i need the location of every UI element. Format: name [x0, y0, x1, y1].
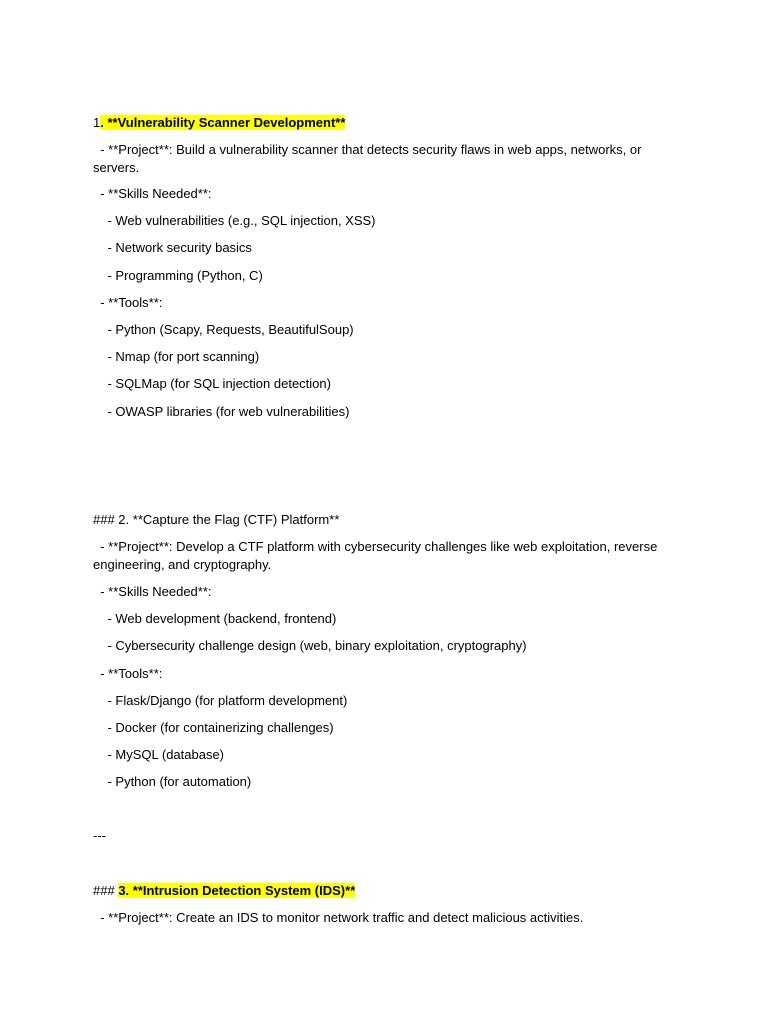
section1-skill-item: - Web vulnerabilities (e.g., SQL injection, XSS): [93, 213, 376, 228]
section1-skills-label: - **Skills Needed**:: [93, 186, 212, 201]
section2-tool-item: - Docker (for containerizing challenges): [93, 720, 334, 735]
section2-tool-item: - Python (for automation): [93, 774, 252, 789]
section2-project: - **Project**: Develop a CTF platform with cybersecurity challenges like web exploitation, reverse engineering, and cryptography.: [93, 539, 661, 572]
section2-tools-label: - **Tools**:: [93, 666, 163, 681]
section1-project: - **Project**: Build a vulnerability scanner that detects security flaws in web apps, networks, or servers.: [93, 142, 646, 175]
horizontal-rule-text: ---: [93, 828, 106, 843]
section1-tool-item: - OWASP libraries (for web vulnerabilities): [93, 404, 350, 419]
section1-heading-highlight: . **Vulnerability Scanner Development**: [100, 115, 346, 130]
section1-heading: [93, 114, 673, 132]
section3-heading: [93, 882, 673, 900]
section2-skill-item: - Web development (backend, frontend): [93, 611, 337, 626]
section2-skills-label: - **Skills Needed**:: [93, 584, 212, 599]
section2-heading: ### 2. **Capture the Flag (CTF) Platform**: [93, 512, 340, 527]
section2-skill-item: - Cybersecurity challenge design (web, binary exploitation, cryptography): [93, 638, 527, 653]
section1-tools-label: - **Tools**:: [93, 295, 163, 310]
section1-skill-item: - Network security basics: [93, 240, 252, 255]
section2-tool-item: - Flask/Django (for platform development): [93, 693, 348, 708]
section1-skill-item: - Programming (Python, C): [93, 268, 263, 283]
section1-tool-item: - SQLMap (for SQL injection detection): [93, 376, 331, 391]
section1-heading-number: 1: [93, 115, 101, 130]
section3-project: - **Project**: Create an IDS to monitor network traffic and detect malicious activities.: [93, 910, 584, 925]
section1-tool-item: - Nmap (for port scanning): [93, 349, 260, 364]
section3-heading-prefix: ###: [93, 883, 119, 898]
section3-heading-highlight: 3. **Intrusion Detection System (IDS)**: [118, 883, 356, 898]
section1-tool-item: - Python (Scapy, Requests, BeautifulSoup): [93, 322, 354, 337]
section2-tool-item: - MySQL (database): [93, 747, 225, 762]
